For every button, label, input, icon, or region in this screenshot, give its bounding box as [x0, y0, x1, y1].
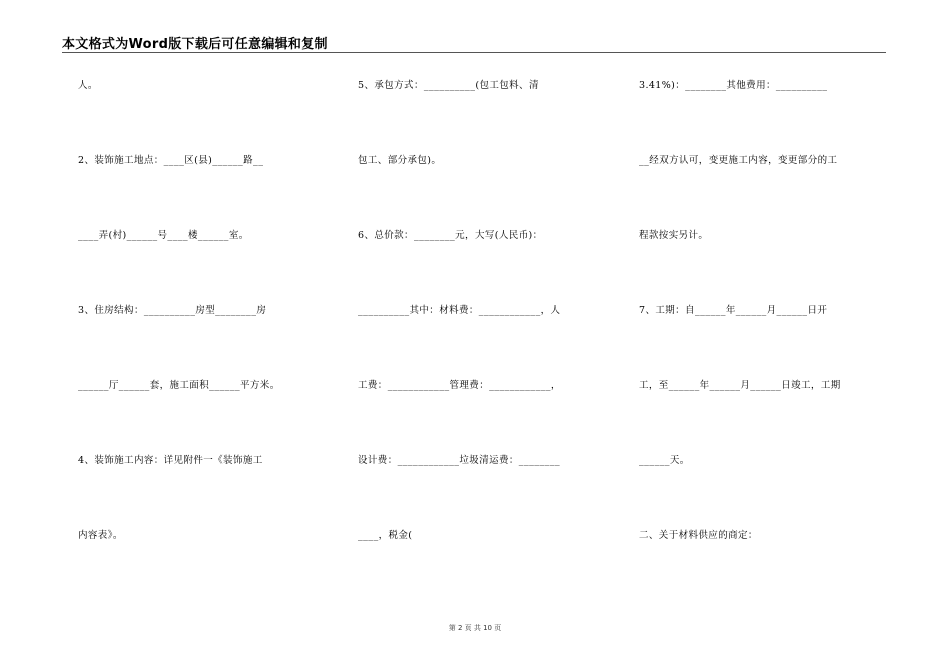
text-line: 7、工期：自______年______月______日开 — [639, 305, 828, 316]
text-line: 内容表》。 — [78, 530, 123, 541]
text-line: 人。 — [78, 80, 98, 91]
page-number-footer: 第 2 页 共 10 页 — [448, 624, 502, 632]
text-column-right — [639, 0, 889, 600]
text-line: __________其中：材料费：____________，人 — [358, 305, 561, 316]
text-line: 3、住房结构：__________房型________房 — [78, 305, 267, 316]
text-line: 二、关于材料供应的商定： — [639, 530, 758, 541]
text-line: 工，至______年______月______日竣工，工期 — [639, 380, 841, 391]
text-line: 工费：____________管理费：____________， — [358, 380, 561, 391]
text-line: 6、总价款：________元，大写(人民币)： — [358, 230, 543, 241]
text-line: 2、装饰施工地点：____区(县)______路__ — [78, 155, 264, 166]
text-line: 设计费：____________垃圾清运费：________ — [358, 455, 561, 466]
text-column-left — [78, 0, 340, 600]
text-line: __经双方认可，变更施工内容，变更部分的工 — [639, 155, 838, 166]
text-line: 3.41%)：________其他费用：__________ — [639, 80, 828, 91]
text-line: ____弄(村)______号____楼______室。 — [78, 230, 249, 241]
text-line: ______天。 — [639, 455, 690, 466]
text-line: 5、承包方式：__________(包工包料、清 — [358, 80, 539, 91]
text-line: 包工、部分承包)。 — [358, 155, 442, 166]
text-line: 程款按实另计。 — [639, 230, 709, 241]
text-line: ____，税金( — [358, 530, 413, 541]
text-line: ______厅______套，施工面积______平方米。 — [78, 380, 280, 391]
document-header-title: 本文格式为Word版下载后可任意编辑和复制 — [62, 37, 328, 52]
text-column-middle — [358, 0, 620, 600]
text-line: 4、装饰施工内容：详见附件一《装饰施工 — [78, 455, 263, 466]
